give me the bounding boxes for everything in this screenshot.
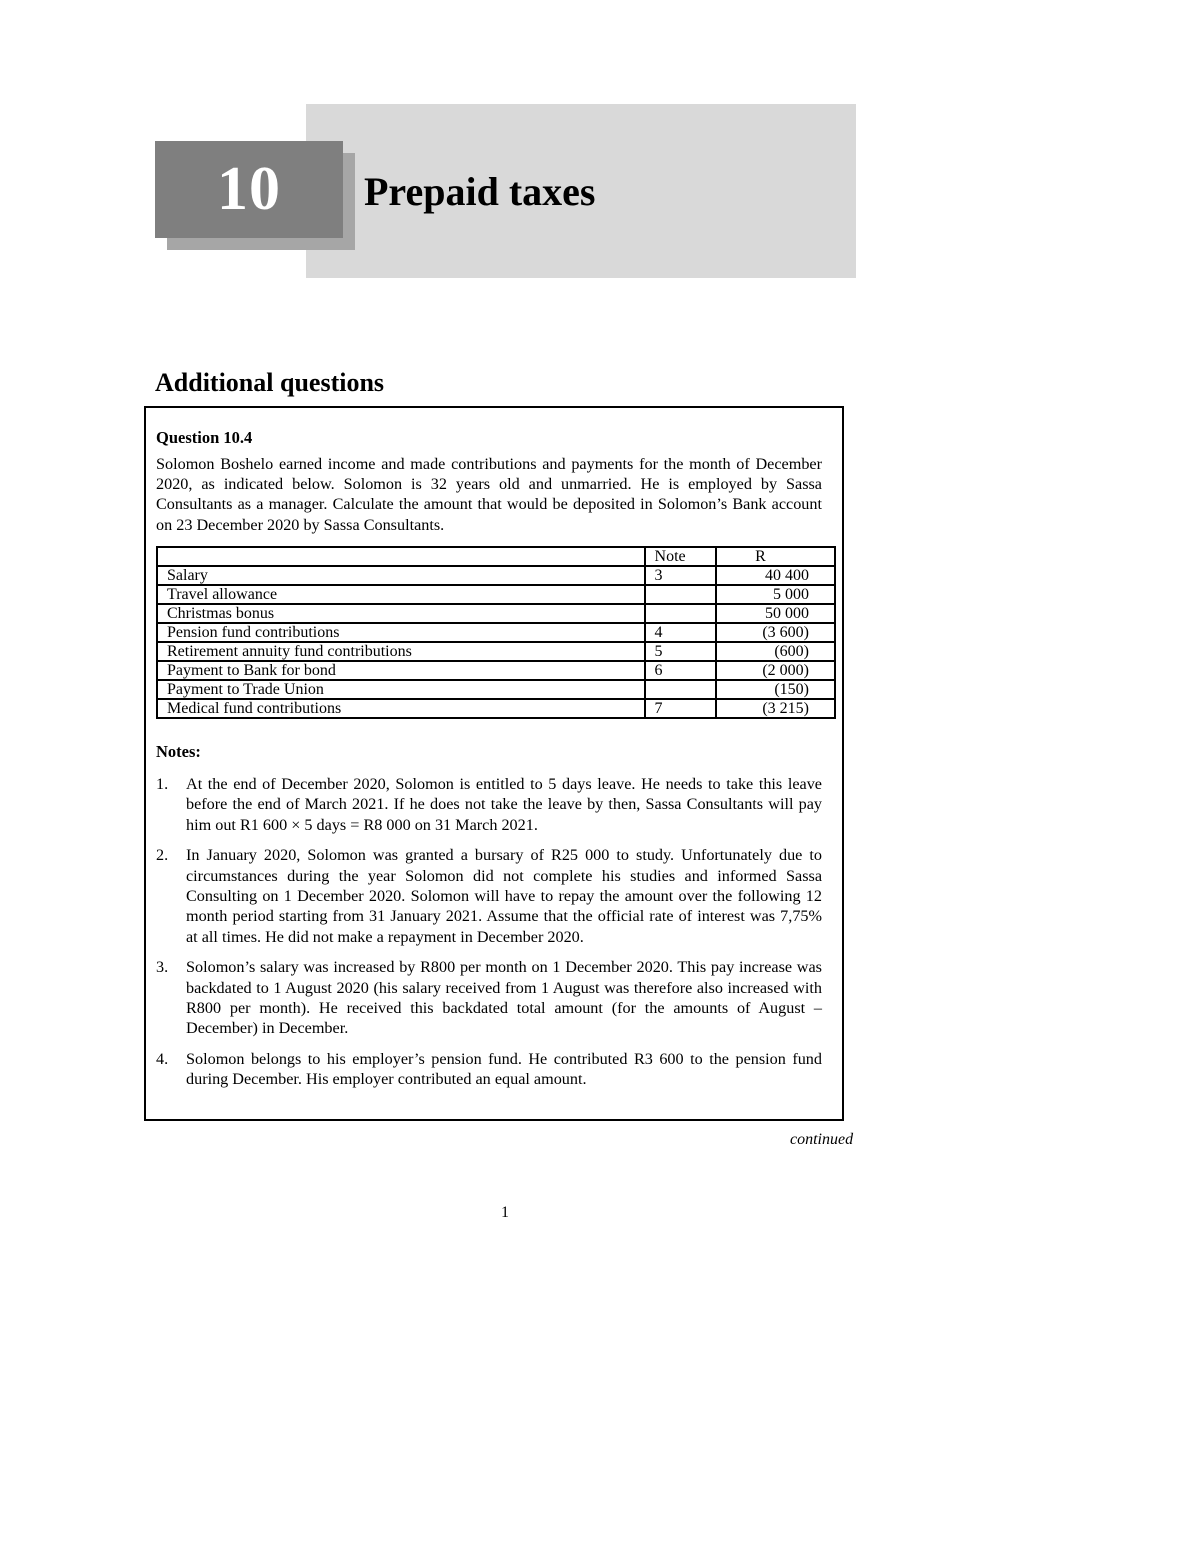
table-cell-amount: (600) [716, 642, 835, 661]
table-cell-note [645, 585, 716, 604]
note-text: Solomon’s salary was increased by R800 per month on 1 December 2020. This pay increase was backdated to 1 August 2020 (his salary received from 1 August was therefore also increased with R800 per month). He received this backdated total amount (for the amounts of August – December) in December. [186, 958, 822, 1038]
continued-label: continued [790, 1131, 854, 1148]
table-cell-item: Payment to Trade Union [157, 680, 645, 699]
note-number: 2. [156, 846, 169, 865]
note-number: 1. [156, 775, 169, 793]
table-cell-item: Christmas bonus [157, 604, 645, 623]
table-cell-note: 3 [645, 566, 716, 585]
note-number: 4. [156, 1050, 169, 1069]
chapter-title: Prepaid taxes [364, 169, 596, 214]
table-cell-item: Pension fund contributions [157, 623, 645, 642]
chapter-number-box [155, 141, 343, 238]
table-cell-item: Salary [157, 566, 645, 585]
table-header-cell: R [716, 547, 835, 566]
table-cell-note [645, 680, 716, 699]
table-cell-amount: 50 000 [716, 604, 835, 623]
table-cell-amount: (3 600) [716, 623, 835, 642]
table-cell-note: 4 [645, 623, 716, 642]
table-cell-note [645, 604, 716, 623]
table-row [157, 661, 835, 680]
note-item [156, 1049, 822, 1090]
notes-list [156, 774, 822, 1100]
table-row [157, 585, 835, 604]
table-row [157, 604, 835, 623]
question-box [144, 406, 844, 1121]
note-item [156, 845, 822, 946]
note-number: 3. [156, 958, 169, 977]
table-cell-amount: 40 400 [716, 566, 835, 585]
table-header-cell: Note [645, 547, 716, 566]
table-cell-item: Payment to Bank for bond [157, 661, 645, 680]
table-row [157, 566, 835, 585]
question-intro: Solomon Boshelo earned income and made contributions and payments for the month of December 2020, as indicated below. Solomon is 32 years old and unmarried. He is employed by Sassa Consultants as a manager. Calculate the amount that would be deposited in Solomon’s Bank account on 23 December 2020 by Sassa Consultants. [156, 455, 822, 534]
table-row [157, 623, 835, 642]
note-text: In January 2020, Solomon was granted a bursary of R25 000 to study. Unfortunately due to circumstances during the year Solomon did not complete his studies and informed Sassa Consulting on 1 December 2020. Solomon will have to repay the amount over the following 12 month period starting from 31 January 2021. Assume that the official rate of interest was 7,75% at all times. He did not make a repayment in December 2020. [186, 846, 822, 946]
table-cell-note: 7 [645, 699, 716, 718]
question-title: Question 10.4 [156, 428, 253, 447]
section-title: Additional questions [155, 368, 385, 397]
table-cell-item: Medical fund contributions [157, 699, 645, 718]
notes-title: Notes: [156, 742, 201, 761]
table-row [157, 699, 835, 718]
note-text: At the end of December 2020, Solomon is entitled to 5 days leave. He needs to take this leave before the end of March 2021. If he does not take the leave by then, Sassa Consultants will pay him out R1 600 × 5 days = R8 000 on 31 March 2021. [186, 775, 822, 834]
table-cell-note: 6 [645, 661, 716, 680]
income-table [156, 546, 836, 719]
page-number: 1 [501, 1204, 509, 1221]
note-item [156, 774, 822, 835]
table-cell-item: Retirement annuity fund contributions [157, 642, 645, 661]
table-row [157, 642, 835, 661]
chapter-number: 10 [217, 155, 281, 223]
table-row [157, 680, 835, 699]
table-header-row [157, 547, 835, 566]
table-cell-amount: (2 000) [716, 661, 835, 680]
note-text: Solomon belongs to his employer’s pension fund. He contributed R3 600 to the pension fund during December. His employer contributed an equal amount. [186, 1050, 822, 1089]
table-header-cell [157, 547, 645, 566]
note-item [156, 957, 822, 1038]
table-cell-item: Travel allowance [157, 585, 645, 604]
table-cell-amount: (150) [716, 680, 835, 699]
table-cell-amount: (3 215) [716, 699, 835, 718]
table-cell-note: 5 [645, 642, 716, 661]
table-cell-amount: 5 000 [716, 585, 835, 604]
